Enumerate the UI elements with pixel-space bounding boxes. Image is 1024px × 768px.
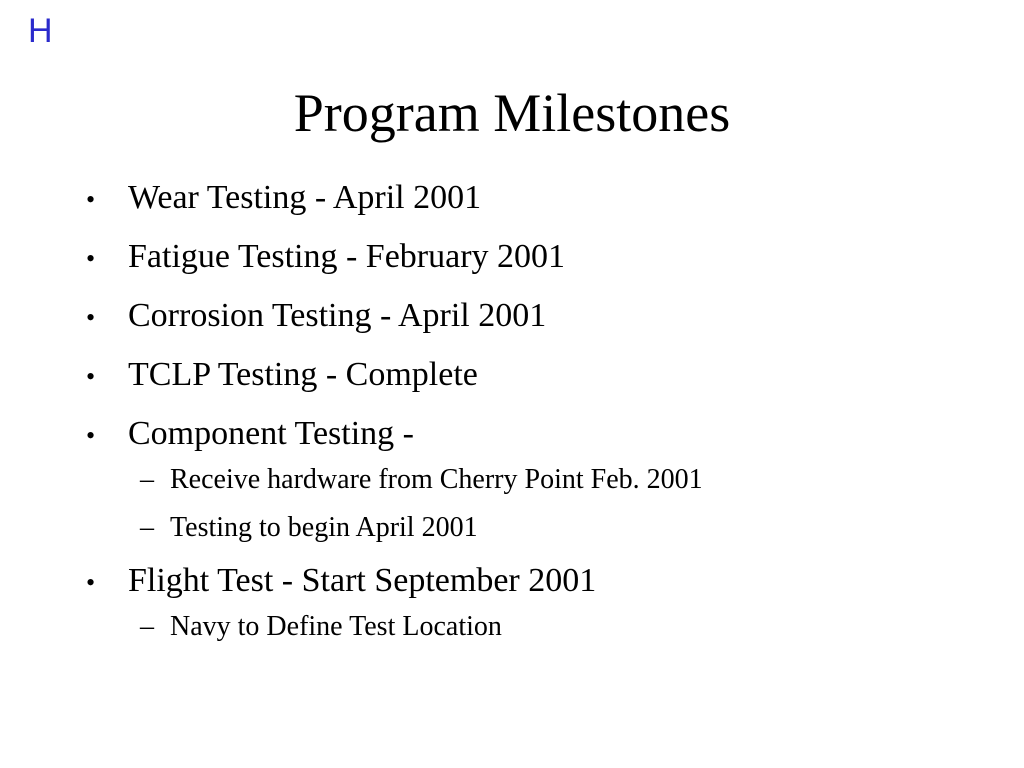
dash-icon: – (140, 611, 154, 642)
milestone-sub-item (84, 611, 984, 643)
milestone-row (84, 237, 984, 279)
slide-title: Program Milestones (293, 83, 731, 143)
milestone-text: Fatigue Testing - February 2001 (128, 238, 566, 275)
dash-icon: – (140, 464, 154, 495)
milestone-row (84, 178, 984, 220)
milestone-item (84, 296, 984, 338)
milestone-text: Wear Testing - April 2001 (128, 179, 482, 216)
milestone-row (84, 414, 984, 456)
milestone-item (84, 414, 984, 544)
milestone-item (84, 178, 984, 220)
milestone-list (84, 178, 984, 660)
milestone-text: Component Testing - (128, 415, 414, 452)
bullet-icon: • (86, 362, 96, 391)
dash-icon: – (140, 512, 154, 543)
milestone-item (84, 561, 984, 643)
milestone-sub-item (84, 464, 984, 496)
milestone-row (84, 355, 984, 397)
milestone-sub-text: Receive hardware from Cherry Point Feb. 2001 (170, 464, 703, 495)
milestone-sub-list (84, 611, 984, 643)
bullet-icon: • (86, 185, 96, 214)
milestone-text: Corrosion Testing - April 2001 (128, 297, 547, 334)
milestone-text: TCLP Testing - Complete (128, 356, 478, 393)
milestone-sub-item (84, 512, 984, 544)
milestone-item (84, 355, 984, 397)
milestone-sub-text: Navy to Define Test Location (170, 611, 502, 642)
milestone-row (84, 296, 984, 338)
corner-link-h[interactable]: H (28, 12, 53, 50)
milestone-text: Flight Test - Start September 2001 (128, 562, 597, 599)
milestone-item (84, 237, 984, 279)
bullet-icon: • (86, 244, 96, 273)
bullet-icon: • (86, 568, 96, 597)
milestone-sub-text: Testing to begin April 2001 (170, 512, 478, 543)
bullet-icon: • (86, 421, 96, 450)
bullet-icon: • (86, 303, 96, 332)
milestone-sub-list (84, 464, 984, 544)
milestone-row (84, 561, 984, 603)
